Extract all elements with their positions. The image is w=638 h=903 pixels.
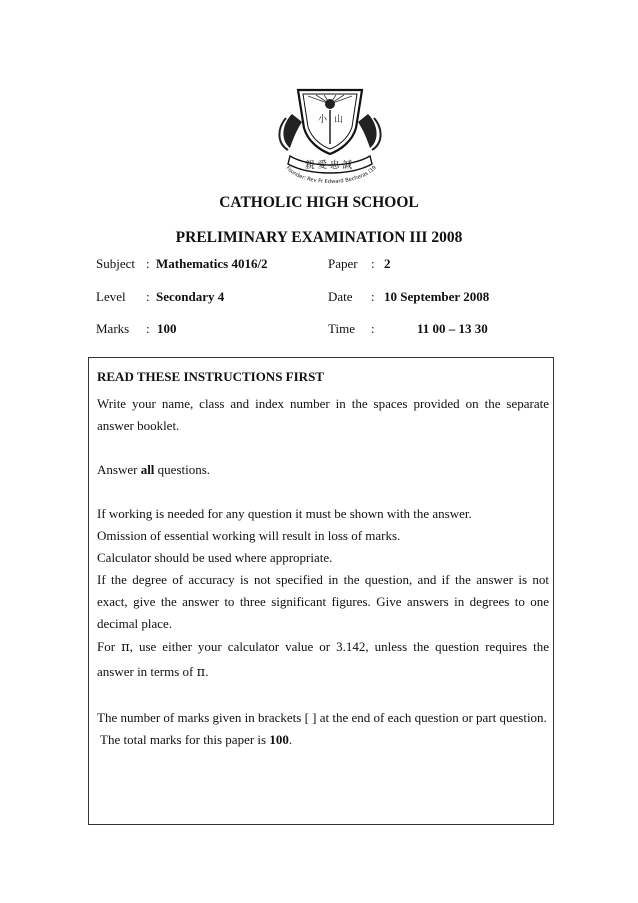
marks-value: 100 <box>157 321 177 336</box>
total-marks-value: 100 <box>269 732 289 747</box>
instruction-total-marks <box>97 729 549 751</box>
instruction-marks-brackets: The number of marks given in brackets [ ] at the end of each question or part question. <box>97 710 547 725</box>
subject-value: Mathematics 4016/2 <box>156 256 268 271</box>
instructions-heading: READ THESE INSTRUCTIONS FIRST <box>97 369 324 384</box>
founder-text: Founder: Rev Fr Edward Becheras (19 <box>284 164 378 186</box>
instruction-omission: Omission of essential working will result in loss of marks. <box>97 528 401 543</box>
colon: : <box>146 321 150 336</box>
exam-title: PRELIMINARY EXAMINATION III 2008 <box>175 229 463 246</box>
date-value: 10 September 2008 <box>384 289 490 304</box>
instruction-calculator: Calculator should be used where appropriate. <box>97 550 333 565</box>
colon: : <box>371 256 375 271</box>
instruction-working: If working is needed for any question it must be shown with the answer. <box>97 506 472 521</box>
text-fragment: For <box>97 639 122 654</box>
marks-label: Marks <box>96 321 130 336</box>
instruction-accuracy: If the degree of accuracy is not specified in the question, and if the answer is not exact, give the answer to three significant figures. Give answers in degrees to one decimal place. <box>97 572 549 631</box>
school-crest-logo <box>272 84 388 192</box>
colon: : <box>371 289 375 304</box>
text-fragment: . <box>288 732 293 747</box>
colon: : <box>371 321 375 336</box>
text-fragment: . <box>205 664 209 679</box>
svg-text:山: 山 <box>334 115 344 125</box>
instruction-pi <box>97 635 549 685</box>
date-label: Date <box>328 289 353 304</box>
colon: : <box>146 289 150 304</box>
school-name: CATHOLIC HIGH SCHOOL <box>219 194 419 211</box>
instruction-answer-booklet: Write your name, class and index number in the spaces provided on the separate answer booklet. <box>97 396 549 433</box>
time-label: Time <box>328 321 355 336</box>
time-value: 11 00 – 13 30 <box>417 321 488 336</box>
text-fragment: Answer <box>97 462 141 477</box>
text-fragment: , use either your calculator value or 3.142, unless the question requires the answer in terms of <box>97 639 550 679</box>
motto-text: 親愛忠誠 <box>304 160 356 171</box>
svg-text:小: 小 <box>318 115 328 125</box>
instruction-answer-all <box>97 459 549 481</box>
paper-label: Paper <box>328 256 358 271</box>
pi-symbol: π <box>121 640 130 655</box>
text-fragment: questions. <box>154 462 211 477</box>
text-fragment: The total marks for this paper is <box>97 732 270 747</box>
level-label: Level <box>96 289 126 304</box>
paper-value: 2 <box>384 256 391 271</box>
colon: : <box>146 256 150 271</box>
level-value: Secondary 4 <box>156 289 225 304</box>
instructions <box>97 366 549 751</box>
subject-label: Subject <box>96 256 135 271</box>
emphasis-all: all <box>140 462 155 477</box>
pi-symbol: π <box>196 665 206 680</box>
